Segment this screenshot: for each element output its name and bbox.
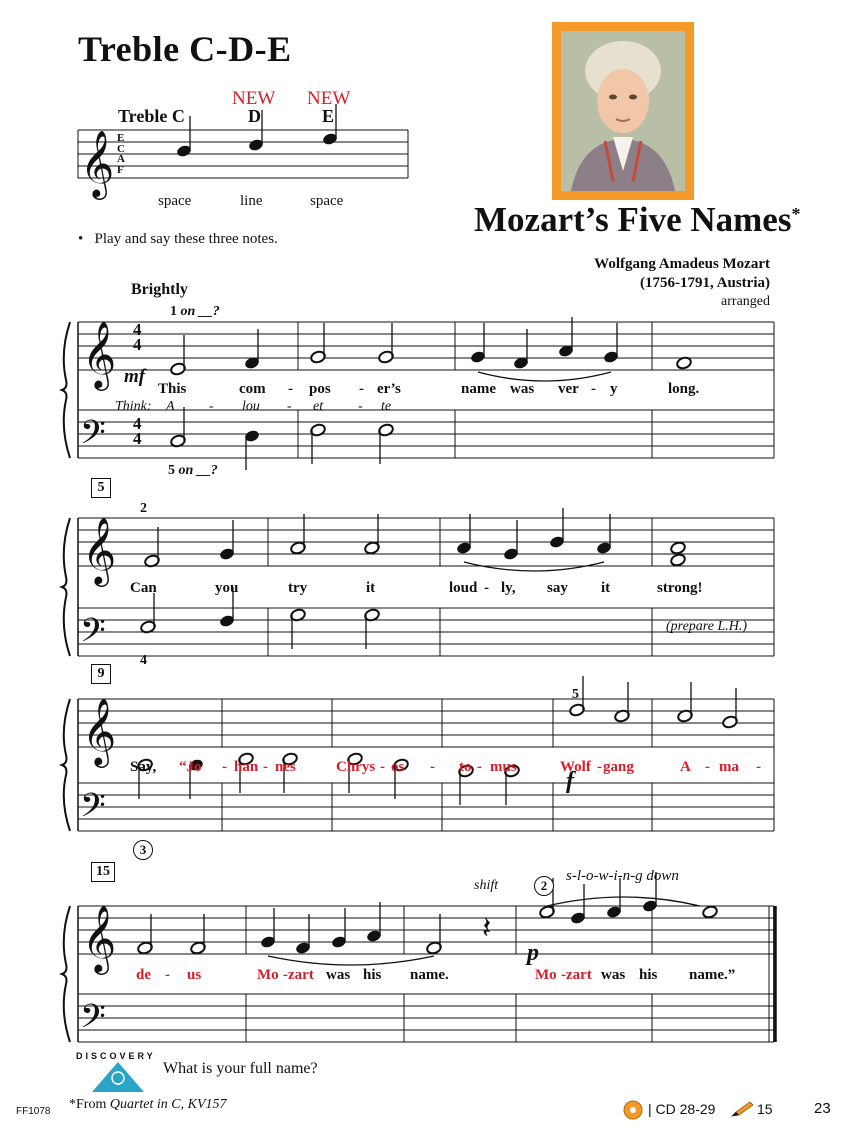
lyric: - — [380, 759, 385, 775]
lyric: Mo — [257, 967, 279, 983]
lyric: name — [461, 381, 496, 397]
tempo-marking: Brightly — [131, 281, 188, 298]
system-brace — [62, 906, 70, 1042]
slur — [268, 956, 434, 965]
dynamic-mf: mf — [124, 366, 146, 387]
note-label-c: Treble C — [118, 106, 185, 126]
treble-clef: 𝄞 — [80, 129, 115, 197]
discovery-question: What is your full name? — [163, 1060, 318, 1077]
lyric: er’s — [377, 381, 401, 397]
system-brace — [62, 322, 70, 458]
lyric: - — [359, 381, 364, 397]
lyric: was — [510, 381, 535, 397]
lyric: it — [366, 580, 376, 596]
measure-number-9: 9 — [91, 664, 111, 684]
new-label-e: NEW — [307, 88, 351, 109]
lyric: gang — [603, 759, 634, 775]
finger-rh-2: 2 — [140, 501, 147, 516]
lyric: Chrys — [336, 759, 376, 775]
lyric: - — [165, 967, 170, 983]
lyric: was — [326, 967, 351, 983]
think-lyric: lou — [242, 399, 260, 414]
lyric: ver — [558, 381, 579, 397]
arranged-label: arranged — [721, 294, 770, 309]
measure-number-15: 15 — [91, 862, 115, 882]
lyric: os — [391, 759, 405, 775]
lyric: zart — [288, 967, 314, 983]
instruction: • Play and say these three notes. — [78, 231, 278, 247]
think-label: Think: — [115, 399, 152, 414]
treble-clef: 𝄞 — [82, 516, 117, 584]
lyric: ly, — [501, 580, 516, 596]
lyric: was — [601, 967, 626, 983]
lyric: ma — [719, 759, 739, 775]
note-label-e: E — [322, 106, 335, 126]
lyric: y — [610, 381, 618, 397]
note-head — [670, 541, 687, 555]
composer-name: Wolfgang Amadeus Mozart — [594, 256, 770, 272]
lyric: name.” — [689, 967, 736, 983]
system-brace — [62, 518, 70, 656]
note-head — [702, 905, 719, 919]
prepare-lh-note: (prepare L.H.) — [666, 619, 748, 634]
lyric: Can — [130, 580, 157, 596]
lyric: - — [591, 381, 596, 397]
lyric: - — [705, 759, 710, 775]
lyric: it — [601, 580, 611, 596]
lyric: han — [234, 759, 259, 775]
lyric: com — [239, 381, 266, 397]
finger-rh-1: 1 on __? — [170, 304, 220, 319]
think-lyric: A — [166, 399, 175, 414]
lyric: - — [222, 759, 227, 775]
discovery-label: DISCOVERY — [76, 1051, 156, 1061]
lyric: - — [561, 967, 566, 983]
circled-finger-3: 3 — [133, 840, 153, 860]
note-head — [670, 553, 687, 567]
lyric: Wolf — [560, 759, 591, 775]
pencil-icon — [730, 1100, 754, 1118]
lyric: “Jo — [179, 759, 202, 775]
dynamic-f: f — [566, 768, 574, 794]
lyric: say — [547, 580, 568, 596]
lyric: A — [680, 759, 691, 775]
bass-clef: 𝄢 — [80, 612, 106, 658]
lyric: zart — [566, 967, 592, 983]
page-number: 23 — [814, 1100, 831, 1117]
new-label-d: NEW — [232, 88, 276, 109]
lyric: - — [263, 759, 268, 775]
lyric: Say, — [130, 759, 157, 775]
think-lyric: - — [287, 399, 292, 414]
lyric: his — [639, 967, 658, 983]
measure-number-5: 5 — [91, 478, 111, 498]
time-signature-bass: 4 4 — [133, 414, 142, 448]
lyric: us — [187, 967, 202, 983]
lyric: name. — [410, 967, 449, 983]
lyric: try — [288, 580, 308, 596]
bass-clef: 𝄢 — [80, 414, 106, 460]
page-title: Treble C-D-E — [78, 29, 292, 69]
lyric: Mo — [535, 967, 557, 983]
lyric: to — [459, 759, 472, 775]
position-label-3: space — [310, 193, 344, 209]
slur — [478, 372, 611, 381]
lyric: de — [136, 967, 151, 983]
think-lyric: - — [209, 399, 214, 414]
note-label-d: D — [248, 106, 261, 126]
clef-letters: E C A F — [117, 132, 125, 176]
lyric: - — [288, 381, 293, 397]
pencil-page: 15 — [757, 1101, 773, 1117]
lyric: mus — [490, 759, 517, 775]
lyric: - — [283, 967, 288, 983]
finger-lh-2: 4 — [140, 653, 147, 668]
footnote: *From Quartet in C, KV157 — [69, 1097, 227, 1112]
bass-clef: 𝄢 — [80, 998, 106, 1044]
lyric: nes — [275, 759, 296, 775]
system-brace — [62, 699, 70, 831]
lyric: - — [430, 759, 435, 775]
time-signature-treble: 4 4 — [133, 320, 142, 354]
lyric: long. — [668, 381, 700, 397]
lyric: loud — [449, 580, 478, 596]
quarter-rest: 𝄽 — [482, 911, 492, 946]
position-label-1: space — [158, 193, 192, 209]
composer-dates: (1756-1791, Austria) — [640, 275, 770, 291]
lyric: pos — [309, 381, 331, 397]
intro-staff — [78, 130, 408, 178]
finger-lh-1: 5 on __? — [168, 463, 218, 478]
lyric: - — [597, 759, 602, 775]
treble-clef: 𝄞 — [82, 697, 117, 765]
lyric: - — [484, 580, 489, 596]
lyric: strong! — [657, 580, 703, 596]
slowing-down-marking: s-l-o-w-i-n-g down — [566, 868, 679, 884]
position-label-2: line — [240, 193, 263, 209]
finger-rh-3: 5 — [572, 687, 579, 702]
bass-clef: 𝄢 — [80, 787, 106, 833]
think-lyric: et — [313, 399, 324, 414]
think-lyric: te — [381, 399, 392, 414]
treble-clef: 𝄞 — [82, 320, 117, 388]
cd-icon — [622, 1099, 644, 1121]
circled-finger-2: 2 — [534, 876, 554, 896]
discovery-lightbulb-icon — [90, 1060, 146, 1094]
lyric: - — [477, 759, 482, 775]
cd-track: | CD 28-29 — [648, 1101, 716, 1117]
piece-title: Mozart’s Five Names* — [474, 200, 801, 239]
lyric: you — [215, 580, 239, 596]
slur — [547, 897, 700, 906]
catalog-code: FF1078 — [16, 1106, 51, 1117]
think-lyric: - — [358, 399, 363, 414]
treble-clef: 𝄞 — [82, 904, 117, 972]
dynamic-p: p — [527, 940, 539, 966]
lyric: his — [363, 967, 382, 983]
shift-marking: shift — [474, 878, 499, 893]
lyric: This — [158, 381, 187, 397]
lyric: - — [756, 759, 761, 775]
